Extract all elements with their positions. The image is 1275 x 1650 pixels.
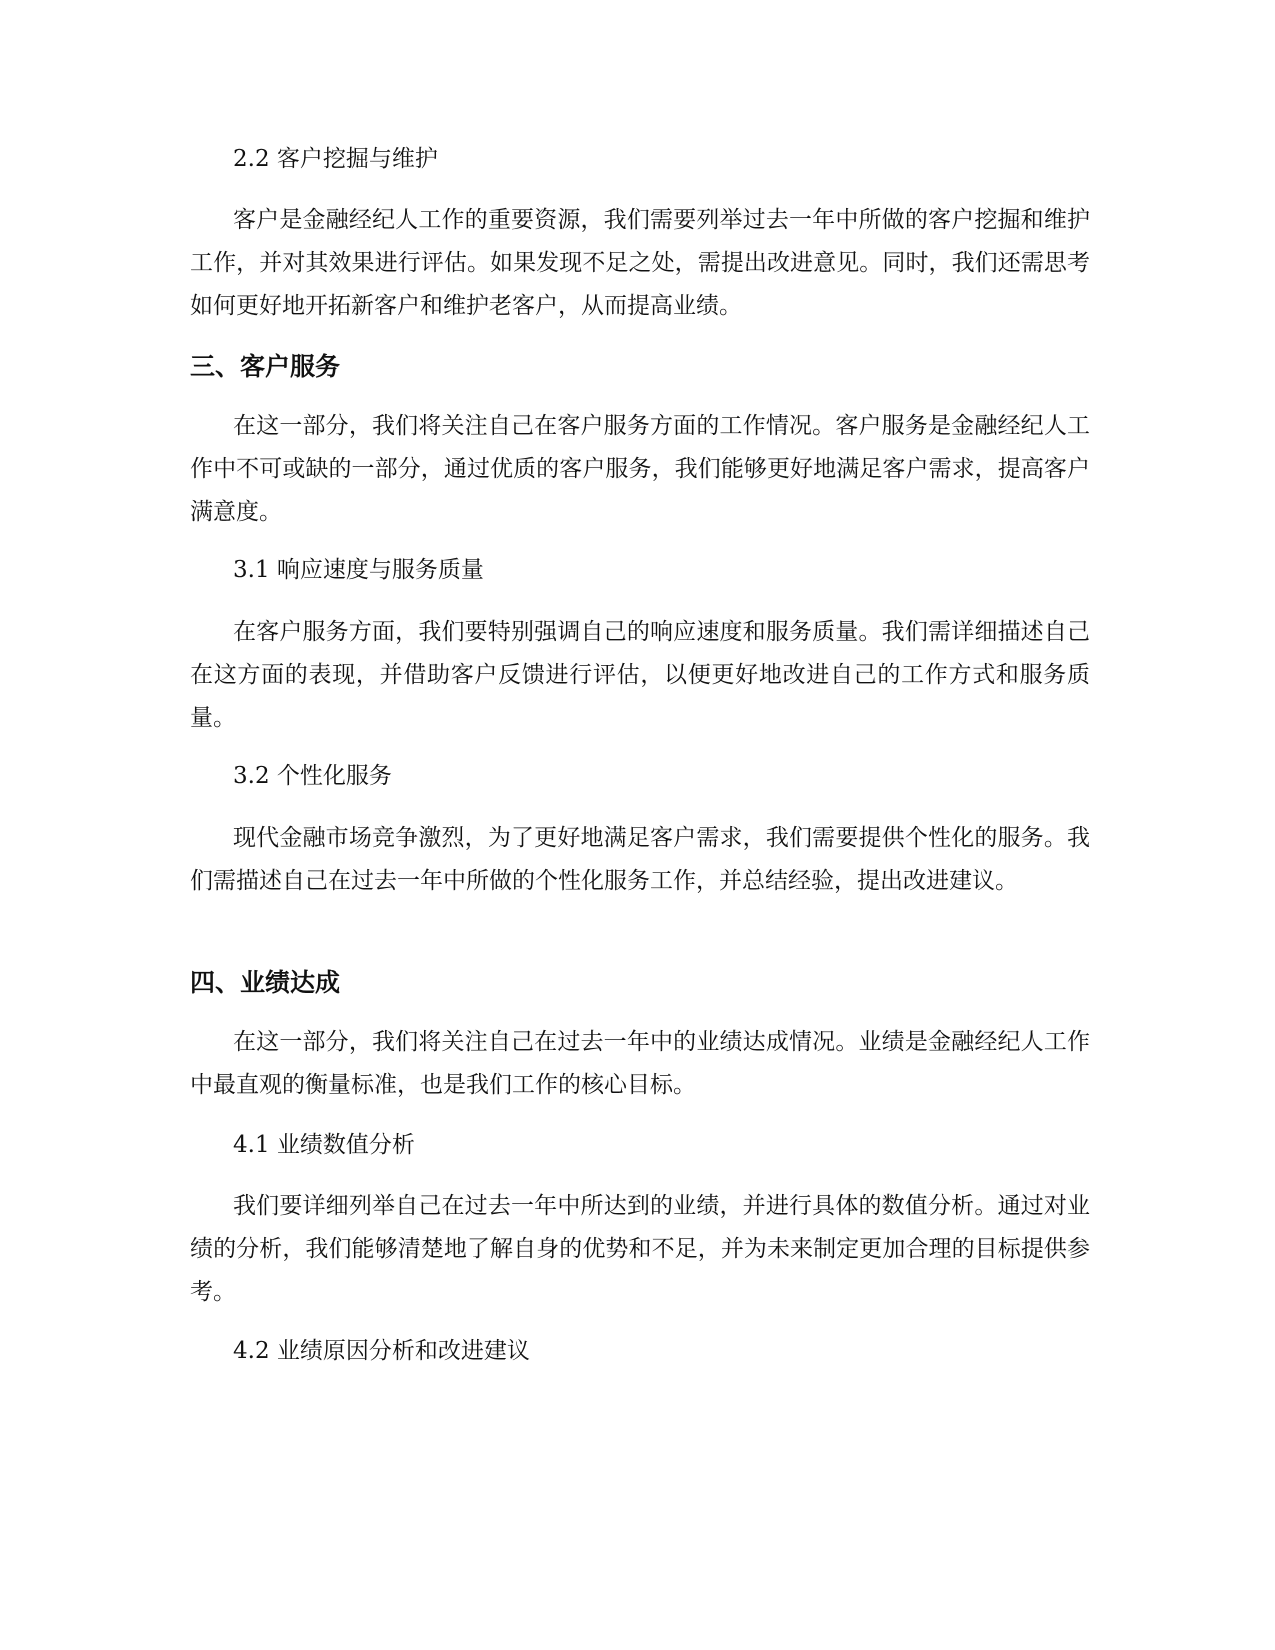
- subheading-2-2: 2.2 客户挖掘与维护: [233, 146, 438, 172]
- subheading-4-1: 4.1 业绩数值分析: [233, 1132, 415, 1158]
- paragraph-2-2: 客户是金融经纪人工作的重要资源，我们需要列举过去一年中所做的客户挖掘和维护工作，并对其效果进行评估。如果发现不足之处，需提出改进意见。同时，我们还需思考如何更好地开拓新客户和维护老客户，从而提高业绩。: [190, 207, 1090, 319]
- paragraph-section-4: 在这一部分，我们将关注自己在过去一年中的业绩达成情况。业绩是金融经纪人工作中最直观的衡量标准，也是我们工作的核心目标。: [190, 1029, 1090, 1098]
- subheading-3-2: 3.2 个性化服务: [233, 763, 392, 789]
- paragraph-3-1: 在客户服务方面，我们要特别强调自己的响应速度和服务质量。我们需详细描述自己在这方面的表现，并借助客户反馈进行评估，以便更好地改进自己的工作方式和服务质量。: [190, 619, 1090, 731]
- paragraph-3-2: 现代金融市场竞争激烈，为了更好地满足客户需求，我们需要提供个性化的服务。我们需描述自己在过去一年中所做的个性化服务工作，并总结经验，提出改进建议。: [190, 825, 1090, 894]
- section-heading-4: 四、业绩达成: [190, 968, 341, 997]
- paragraph-4-1: 我们要详细列举自己在过去一年中所达到的业绩，并进行具体的数值分析。通过对业绩的分析，我们能够清楚地了解自身的优势和不足，并为未来制定更加合理的目标提供参考。: [190, 1193, 1090, 1305]
- subheading-4-2: 4.2 业绩原因分析和改进建议: [233, 1338, 530, 1364]
- paragraph-section-3: 在这一部分，我们将关注自己在客户服务方面的工作情况。客户服务是金融经纪人工作中不可或缺的一部分，通过优质的客户服务，我们能够更好地满足客户需求，提高客户满意度。: [190, 413, 1090, 525]
- section-heading-3: 三、客户服务: [190, 352, 341, 381]
- subheading-3-1: 3.1 响应速度与服务质量: [233, 557, 484, 583]
